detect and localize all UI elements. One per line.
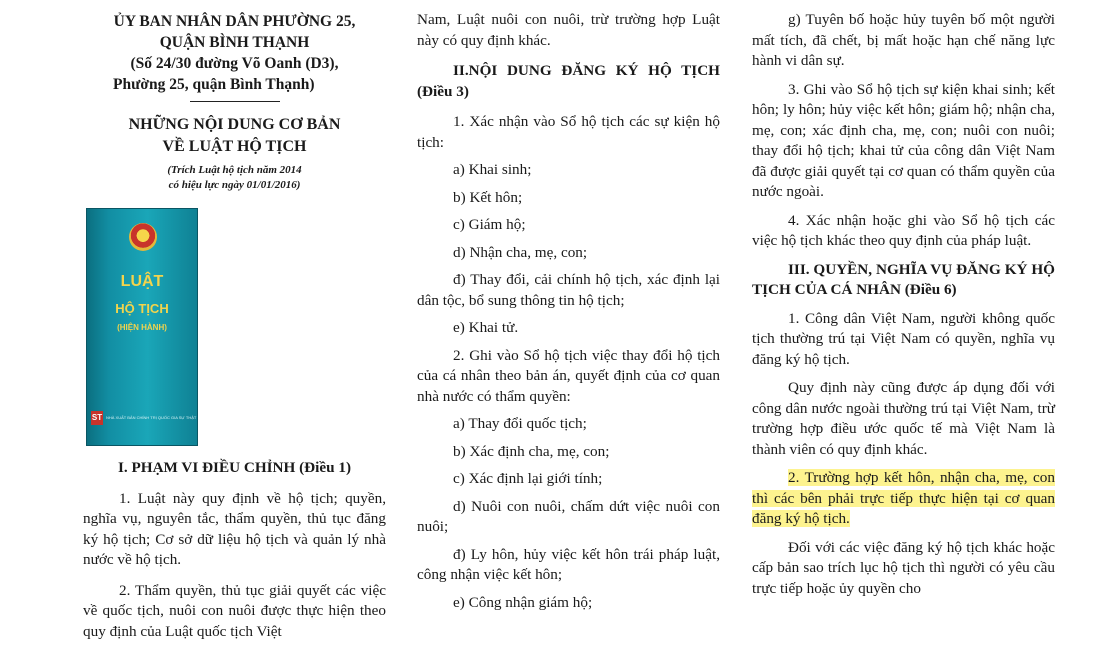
- column-middle: [417, 10, 720, 613]
- paragraph: 4. Xác nhận hoặc ghi vào Sổ hộ tịch các việc hộ tịch khác theo quy định của pháp luật.: [752, 211, 1055, 249]
- list-item: d) Nhận cha, mẹ, con;: [453, 243, 588, 261]
- list-item: e) Khai tử.: [453, 319, 519, 336]
- list-item: e) Công nhận giám hộ;: [453, 593, 593, 611]
- list-item: a) Khai sinh;: [453, 161, 532, 178]
- list-item: c) Xác định lại giới tính;: [453, 470, 603, 487]
- column-left-body: [83, 458, 386, 642]
- subtitle-line: có hiệu lực ngày 01/01/2016): [168, 179, 301, 191]
- list-item: đ) Ly hôn, hủy việc kết hôn trái pháp luật, công nhận việc kết hôn;: [417, 545, 720, 583]
- paragraph: Quy định này cũng được áp dụng đối với công dân nước ngoài thường trú tại Việt Nam, trừ trường hợp điều ước quốc tế mà Việt Nam là thành viên có quy định khác.: [752, 379, 1055, 458]
- column-right: [752, 10, 1055, 599]
- agency-header: [83, 11, 386, 95]
- subtitle-line: (Trích Luật hộ tịch năm 2014: [167, 164, 302, 176]
- list-item: b) Xác định cha, mẹ, con;: [453, 442, 610, 460]
- book-title-luat: LUẬT: [120, 273, 164, 290]
- paragraph: 1. Luật này quy định về hộ tịch; quyền, nghĩa vụ, nguyên tắc, thẩm quyền, thủ tục đăng ký hộ tịch; Cơ sở dữ liệu hộ tịch và quản lý nhà nước về hộ tịch.: [83, 489, 386, 568]
- national-emblem-icon: [129, 223, 157, 251]
- list-item: b) Kết hôn;: [453, 188, 523, 206]
- publisher-logo-icon: ST: [91, 411, 103, 425]
- book-edition: (HIỆN HÀNH): [117, 323, 167, 332]
- title-line: NHỮNG NỘI DUNG CƠ BẢN: [128, 116, 341, 133]
- paragraph: 3. Ghi vào Sổ hộ tịch sự kiện khai sinh; kết hôn; ly hôn; hủy việc kết hôn; giám hộ; nhận cha, mẹ, con; xác định cha, mẹ, con; nuôi con nuôi; thay đổi hộ tịch; khai tử của công dân Việt Nam đã được giải quyết tại cơ quan có thẩm quyền của nước ngoài.: [752, 80, 1055, 200]
- divider: [190, 101, 280, 102]
- title-line: VỀ LUẬT HỘ TỊCH: [162, 138, 307, 155]
- paragraph: 1. Công dân Việt Nam, người không quốc tịch thường trú tại Việt Nam có quyền, nghĩa vụ đăng ký hộ tịch.: [752, 309, 1055, 368]
- list-item: đ) Thay đổi, cải chính hộ tịch, xác định lại dân tộc, bổ sung thông tin hộ tịch;: [417, 271, 720, 309]
- agency-line: QUẬN BÌNH THẠNH: [159, 34, 310, 51]
- paragraph: Nam, Luật nuôi con nuôi, trừ trường hợp Luật này có quy định khác.: [417, 11, 720, 49]
- section-heading: II.NỘI DUNG ĐĂNG KÝ HỘ TỊCH (Điều 3): [417, 62, 720, 100]
- highlighted-text: 2. Trường hợp kết hôn, nhận cha, mẹ, con thì các bên phải trực tiếp thực hiện tại cơ quan đăng ký hộ tịch.: [752, 469, 1055, 527]
- paragraph: Đối với các việc đăng ký hộ tịch khác hoặc cấp bản sao trích lục hộ tịch thì người có yêu cầu trực tiếp hoặc ủy quyền cho: [752, 538, 1055, 597]
- agency-address: Phường 25, quận Bình Thạnh): [113, 76, 315, 93]
- agency-line: ỦY BAN NHÂN DÂN PHƯỜNG 25,: [113, 13, 356, 30]
- paragraph: 1. Xác nhận vào Sổ hộ tịch các sự kiện hộ tịch:: [417, 113, 720, 151]
- paragraph: [752, 468, 1055, 530]
- book-publisher: NHÀ XUẤT BẢN CHÍNH TRỊ QUỐC GIA SỰ THẬT: [106, 415, 197, 420]
- column-left: [83, 0, 386, 193]
- list-item: a) Thay đổi quốc tịch;: [453, 415, 587, 432]
- paragraph: 2. Ghi vào Sổ hộ tịch việc thay đổi hộ tịch của cá nhân theo bản án, quyết định của cơ quan nhà nước có thẩm quyền:: [417, 346, 720, 405]
- section-heading: III. QUYỀN, NGHĨA VỤ ĐĂNG KÝ HỘ TỊCH CỦA CÁ NHÂN (Điều 6): [752, 260, 1055, 298]
- agency-address: (Số 24/30 đường Võ Oanh (D3),: [130, 55, 339, 72]
- paragraph: 2. Thẩm quyền, thủ tục giải quyết các việc về quốc tịch, nuôi con nuôi được thực hiện theo quy định của Luật quốc tịch Việt: [83, 581, 386, 640]
- law-book-cover-image: [86, 208, 198, 446]
- document-subtitle: [83, 163, 386, 193]
- list-item: c) Giám hộ;: [453, 216, 526, 233]
- book-title-ho-tich: HỘ TỊCH: [115, 301, 169, 316]
- list-item: d) Nuôi con nuôi, chấm dứt việc nuôi con nuôi;: [417, 497, 720, 535]
- section-heading: I. PHẠM VI ĐIỀU CHỈNH (Điều 1): [117, 459, 352, 476]
- list-item: g) Tuyên bố hoặc hủy tuyên bố một người mất tích, đã chết, bị mất hoặc hạn chế năng lực hành vi dân sự.: [752, 11, 1055, 69]
- document-title: [83, 114, 386, 158]
